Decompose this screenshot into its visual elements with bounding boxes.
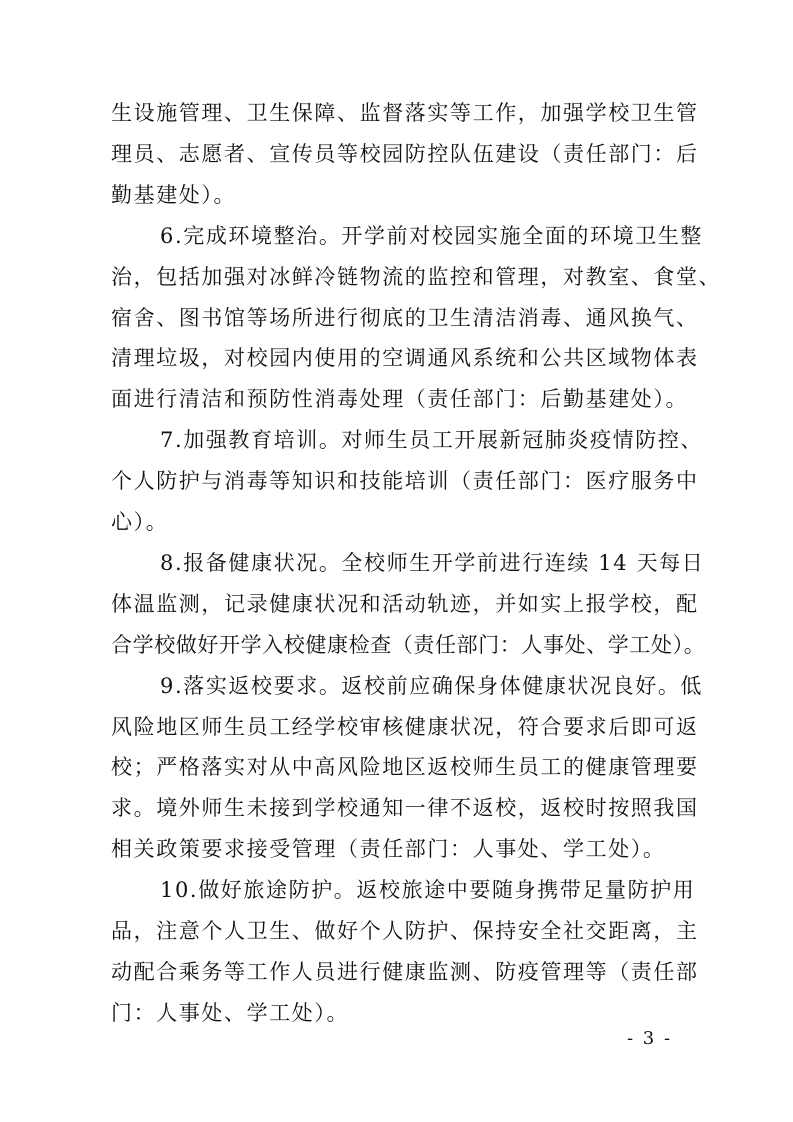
paragraph-heading-line: 6.完成环境整治。开学前对校园实施全面的环境卫生整: [160, 224, 704, 248]
paragraph-heading-line: 8.报备健康状况。全校师生开学前进行连续 14 天每日: [160, 551, 705, 575]
text-line: 勤基建处）。: [111, 183, 237, 207]
text-line: 求。境外师生未接到学校通知一律不返校，返校时按照我国: [111, 796, 699, 820]
text-line: 合学校做好开学入校健康检查（责任部门：人事处、学工处）。: [111, 633, 706, 657]
page-number: - 3 -: [627, 1028, 673, 1049]
text-line: 体温监测，记录健康状况和活动轨迹，并如实上报学校，配: [111, 592, 699, 616]
text-line: 门：人事处、学工处）。: [111, 1001, 350, 1025]
text-line: 心）。: [111, 510, 169, 534]
text-line: 品，注意个人卫生、做好个人防护、保持安全社交距离，主: [111, 919, 699, 943]
text-line: 宿舍、图书馆等场所进行彻底的卫生清洁消毒、通风换气、: [111, 306, 699, 330]
text-line: 个人防护与消毒等知识和技能培训（责任部门：医疗服务中: [111, 469, 699, 493]
paragraph-heading-line: 10.做好旅途防护。返校旅途中要随身携带足量防护用: [160, 878, 696, 902]
text-line: 风险地区师生员工经学校审核健康状况，符合要求后即可返: [111, 715, 699, 739]
paragraph-heading-line: 9.落实返校要求。返校前应确保身体健康状况良好。低: [160, 674, 704, 698]
text-line: 校；严格落实对从中高风险地区返校师生员工的健康管理要: [111, 755, 699, 779]
text-line: 清理垃圾，对校园内使用的空调通风系统和公共区域物体表: [111, 346, 699, 370]
text-line: 相关政策要求接受管理（责任部门：人事处、学工处）。: [111, 837, 666, 861]
text-line: 动配合乘务等工作人员进行健康监测、防疫管理等（责任部: [111, 960, 699, 984]
text-line: 生设施管理、卫生保障、监督落实等工作，加强学校卫生管: [111, 101, 699, 125]
text-line: 治，包括加强对冰鲜冷链物流的监控和管理，对教室、食堂、: [111, 265, 722, 289]
paragraph-heading-line: 7.加强教育培训。对师生员工开展新冠肺炎疫情防控、: [160, 428, 704, 452]
text-line: 理员、志愿者、宣传员等校园防控队伍建设（责任部门：后: [111, 142, 699, 166]
text-line: 面进行清洁和预防性消毒处理（责任部门：后勤基建处）。: [111, 387, 689, 411]
